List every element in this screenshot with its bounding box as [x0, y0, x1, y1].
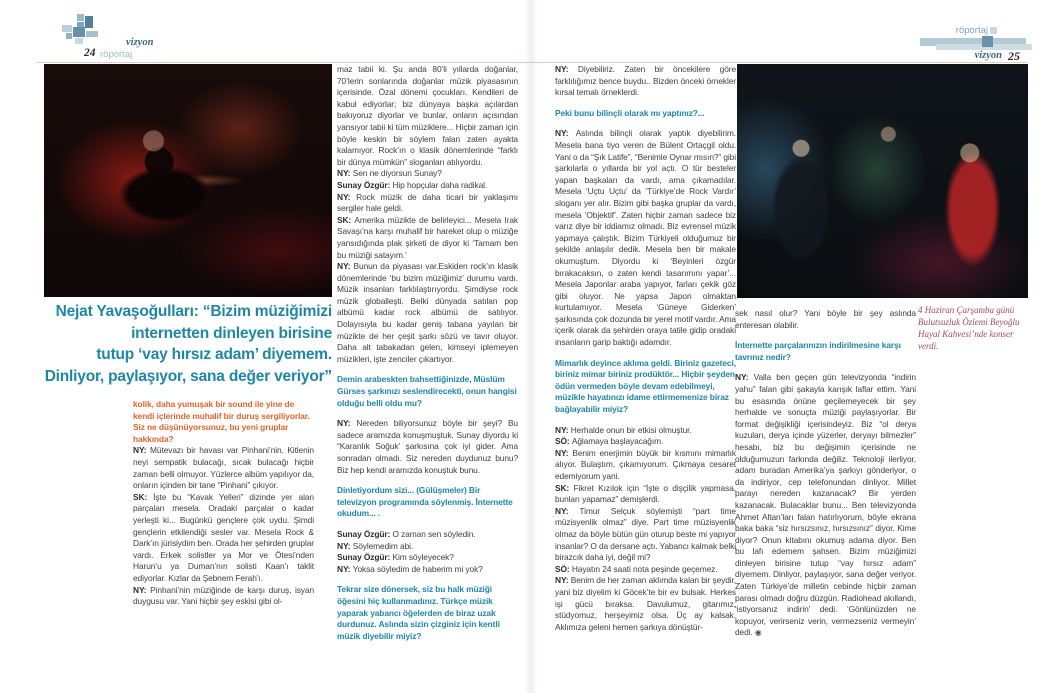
body-paragraph: NY: Söylemedim abi. — [337, 540, 414, 551]
speaker-label: SK: — [337, 214, 355, 225]
pull-quote-line: tutup ‘vay hırsız adam’ diyemem. — [96, 346, 332, 363]
body-paragraph: Sunay Özgür: Kim söyleyecek? — [337, 552, 454, 563]
body-paragraph: SK: Fikret Kızılok için “İşte o dişçilik yapmasa, bunları yapamaz” demişlerdi. — [555, 482, 736, 505]
body-paragraph: NY: Yoksa söyledim de haberim mi yok? — [337, 563, 483, 574]
section-label-left: röportaj — [100, 49, 133, 60]
article-column-3 — [555, 64, 736, 633]
page-number-left: 24 — [84, 47, 96, 59]
speaker-label: SÖ: — [555, 563, 572, 574]
body-paragraph: NY: Benim de her zaman aklımda kalan bir şeydir, yani biz diyelim ki Göcek’te bir ev bulsak. Herkes işi gücü bıraksa. Davulumuz, gitarımız, stüdyomuz, herşeyimiz olsa. Üç ay kalsak. Aklımıza geleni hemen şarkıya dönüştür- — [555, 575, 736, 632]
speaker-label: NY: — [337, 418, 357, 429]
body-paragraph: sek nasıl olur? Yani böyle bir şey aslında enteresan olabilir. — [735, 308, 916, 330]
question-paragraph: Peki bunu bilinçli olarak mı yaptınız?... — [555, 107, 705, 118]
magazine-brand-right: vizyon — [974, 50, 1002, 61]
article-column-2 — [337, 64, 518, 651]
article-column-1 — [133, 399, 314, 608]
speaker-label: Sunay Özgür: — [337, 552, 393, 563]
speaker-label: Sunay Özgür: — [337, 528, 393, 539]
body-paragraph: SÖ: Hayatın 24 saati nota peşinde geçemez. — [555, 563, 718, 574]
page-fold — [524, 0, 538, 693]
body-paragraph: NY: Mütevazı bir havası var Pinhani’nin. Kitlenin neyi sempatik bulacağı, sıcak bulacağı hiçbir zaman belli olmuyor. Yüzlerce albüm yapılıyor da, onların içinden bir tane “Pinhani” çıkıyor. — [133, 445, 314, 491]
speaker-label: SK: — [133, 491, 154, 502]
body-paragraph: NY: Benim enerjimin büyük bir kısmını mimarlık alıyor. Bulaştım, çıkamıyorum. Çıkmaya cesaret edemiyorum yani. — [555, 447, 736, 481]
body-paragraph: NY: Sen ne diyorsun Sunay? — [337, 168, 442, 179]
pull-quote-line: Nejat Yavaşoğulları: “Bizim müziğimizi — [55, 303, 332, 320]
question-paragraph: Mimarlık deyince aklıma geldi. Biriniz gazeteci, biriniz mimar biriniz prodüktör... Hiçbir şeyden ödün vermeden böyle devam edebilmeyi, müzikle hayatınızı idame ettirmemenize biraz bağlayabilir miyiz? — [555, 357, 736, 415]
speaker-label: SÖ: — [555, 436, 572, 447]
pull-quote-line: internetten dinleyen birisine — [131, 324, 332, 342]
question-paragraph: Demin arabeskten bahsettiğinizde, Müslüm Gürses şarkınızı seslendirecekti, onun hangisi olduğu belli oldu mu? — [337, 374, 517, 408]
page-number-right: 25 — [1008, 49, 1020, 63]
body-paragraph: SK: İşte bu “Kavak Yelleri” dizinde yer alan parçaları mesela. Oradaki parçalar o kadar yerleşti ki... Bugünkü gençlere çok uydu. Şimdi gençlerin etkilendiği sesler var. Mesela Rock & Dark’ın jürisiydim ben. Orada her şehirden gruplar vardı. Erkek solistler ya Mor ve Ötesi’nden Harun’u ya Duman’nın solisti Kaan’ı taklit ediyorlar. Kızlar da Şebnem Ferah’ı. — [133, 491, 314, 583]
concert-photo-right — [737, 64, 1028, 298]
section-label-right: röportaj — [955, 25, 988, 36]
question-paragraph: Dinletiyordum sizi... (Gülüşmeler) Bir televizyon programında söylenmiş. İnternette okudum... . — [337, 485, 513, 519]
speaker-label: NY: — [337, 540, 353, 551]
speaker-label: Sunay Özgür: — [337, 179, 393, 190]
body-paragraph: maz tabii ki. Şu anda 80’li yıllarda doğanlar, 70’lerin sonlarında doğanlar müzik piyasasının içerisinde. Özal dönemi çocukları. Kendileri de kabul ediyorlar; biz dünyaya başka açılardan bakıyoruz diyorlar ve bunlar, onların açısından yansıyor tabii ki tüm müziklere... Hiçbir zaman için böyle keskin bir söylem falan zaten ayakta kalamıyor. Rock’ın o klasik dönemlerinde “farklı bir dünya mümkün” sloganları atılıyordu. — [337, 64, 518, 167]
pull-quote — [40, 301, 332, 387]
speaker-label: NY: — [337, 191, 357, 202]
body-paragraph: NY: Herhalde onun bir etkisi olmuştur. — [555, 424, 692, 435]
speaker-label: NY: — [337, 261, 354, 272]
magazine-brand-left: vizyon — [126, 37, 154, 48]
body-paragraph: Sunay Özgür: O zaman sen söyledin. — [337, 528, 476, 539]
speaker-label: NY: — [555, 64, 578, 74]
speaker-label: NY: — [337, 563, 353, 574]
vizyon-pixel-logo — [62, 14, 106, 46]
body-paragraph: SK: Amerika müzikte de belirleyici... Mesela Irak Savaşı’na karşı muhalif bir hareket olup o müziğe yansıdığında plak şirketi de diyor ki ‘Tamam ben bu müziği satayım.’ — [337, 214, 518, 260]
article-end-mark: ◉ — [752, 628, 762, 638]
speaker-label: NY: — [555, 128, 576, 139]
body-paragraph: NY: Valla ben geçen gün televizyonda “indirin yahu” falan gibi şakayla karışık laflar ettim. Yani bu esasında önüne geçilemeyecek bir şey herhalde ve sonuçta müziği paylaşıyorlar. Bir format değişikliği içerisindeyiz. Biz “ol derya kuzuları, derya içinde yüzerler, deryayı bilmezler” hesabı, biz bu değişimin içerisinde ne olduğumuzun farkında değiliz. Teknoloji ilerliyor, adam buradan Amerika’ya şarkıyı gönderiyor, o da indiriyor, cep telefonundan dinliyor. Millet parayı nereden kazanacak? Bir yerden kazanacak. Bulacaklar bunu... Ben televizyonda Ahmet Altan’ları falan hatırlıyorum, böyle ekrana baka baka “siz hırsızsınız, hırsızsınız” diyor. Kime diyor? Onun kitabını okumuş adama diyor. Ben bu lafı edemem şahsen. Bizim müziğimizi dinleyen birisine tutup “vay hırsız adam” diyemem. Dinliyor, paylaşıyor, sana değer veriyor. Zaten Türkiye’de milletin cebinde hiçbir zaman parası olmadı doğru düzgün. Radiohead akıllandı, ‘istiyorsanız indirin’ dedi. ‘Gönlünüzden ne kopuyor, verirseniz verin, vermezseniz vermeyin’ dedi. ◉ — [735, 372, 916, 638]
question-paragraph: Tekrar size dönersek, siz bu halk müziği öğesini hiç kullanmadınız. Türkçe müzik yaparak yabancı öğelerden de biraz uzak durdunuz. Aslında sizin çizginiz için kentli müzik diyebilir miyiz? — [337, 584, 500, 641]
body-paragraph: NY: Timur Selçuk söylemişti “part time müzisyenlik olmaz” diye. Part time müzisyenlik olmaz da böyle bütün gün oturup beste mi yapıyor insanlar? O da dersane açtı. Yabancı kalmak belki birazcık daha iyi, değil mi? — [555, 505, 737, 563]
photo-caption: 4 Haziran Çarşamba günü Bulutsuzluk Özlemi Beyoğlu Hayal Kahvesi’nde konser verdi. — [918, 305, 1020, 351]
header-pixel-square — [982, 36, 993, 47]
speaker-label: NY: — [555, 575, 571, 586]
body-paragraph: Sunay Özgür: Hip hopçular daha radikal. — [337, 179, 488, 190]
question-paragraph: İnternette parçalarınızın indirilmesine karşı tavrınız nedir? — [735, 340, 901, 362]
body-paragraph: NY: Bunun da piyasası var.Eskiden rock’ın klasik dönemlerinde ‘bu bizim müziğimiz’ durumu vardı. Müzik insanları farklılaştırıyordu. Şimdiyse rock müzik globalleşti. Belki dünyada satılan pop albümü kadar rock albümü de satılıyor. Dolayısıyla bu kadar geniş tabana yayılan bir müzikte de her çeşit şarkı sözü ve tavır oluyor. Daha alt tabakadan gelen, kimseyi iplemeyen müzikleri, işte zenciler çıkartıyor. — [337, 261, 518, 364]
question-paragraph: kolik, daha yumuşak bir sound ile yine de kendi içlerinde muhalif bir duruş sergiliyorlar. Siz ne düşünüyorsunuz, bu yeni gruplar hakkında? — [133, 399, 310, 444]
body-paragraph: NY: Pinhani’nin müziğinde de karşı duruş, isyan duygusu var. Yani hiçbir şey eskisi gibi ol- — [133, 584, 315, 607]
header-pixel-square — [990, 27, 997, 34]
speaker-label: NY: — [337, 168, 353, 179]
pull-quote-line: Dinliyor, paylaşıyor, sana değer veriyor” — [44, 367, 332, 385]
speaker-label: NY: — [133, 584, 151, 595]
speaker-label: SK: — [555, 482, 574, 493]
speaker-label: NY: — [735, 372, 754, 383]
speaker-label: NY: — [133, 445, 151, 456]
body-paragraph: NY: Nereden biliyorsunuz böyle bir şeyi? Bu sadece aramızda konuşmuştuk. Sunay diyordu ki “Karanlık Soğuk’ şarkısına çok iyi gider. Ama sonradan olmadı. Siz nereden duydunuz bunu? Biz hep kendi aramızda konuştuk bunu. — [337, 418, 518, 475]
article-column-4 — [735, 308, 916, 639]
concert-photo-left — [44, 64, 332, 297]
speaker-label: NY: — [555, 447, 573, 458]
body-paragraph: NY: Rock müzik de daha ticari bir yaklaşımı sergiler hale geldi. — [337, 191, 518, 214]
body-paragraph: NY: Aslında bilinçli olarak yaptık diyebilirim. Mesela bana tiyo veren de Bülent Ortaçgil oldu. Yani o da “Şık Latife”, “Benimle Oynar mısın?” gibi şarkılarla o yıllarda bir yol açtı. O tür besteler yapan başkaları da vardı, ama çıkamadılar. Mesela ‘Uçtu Uçtu’ da ‘Türkiye’de Rock Vardır’ sloganı yer alır. Bizim gibi başka gruplar da vardı, mesela ‘Objektif’. Zaten hiçbir zaman sadece biz varız diye bir iddiamız olmadı. Biz evrensel müzik yapmaya çalıştık. Bizim Türkiyeli olduğumuz bir şekilde anlaşılır dedik. Mesela ben bir makale okumuştum. Diyordu ki ‘Beyinleri özgür bırakacaksın, o zaten kendi tasarımını yapar’... Mesela Japonlar araba yapıyor, farları çekik göz gibi oluyor. Ne yapsa Japon olmaktan kurtulamıyor. Mesela ‘Güneye Giderken’ şarkısında çok dozunda bir yerel motif vardır. Ama içerik olarak da şehirden oraya tatile gidip oradaki insanların garip baktığı adamdır. — [555, 128, 736, 348]
body-paragraph: NY: Diyebiliriz. Zaten bir öncekilere göre farklılığımız bence buydu.. Bizden önceki örnekler kırsal temalı örneklerdi. — [555, 64, 736, 98]
body-paragraph: SÖ: Ağlamaya başlayacağım. — [555, 436, 664, 447]
speaker-label: NY: — [555, 505, 580, 516]
speaker-label: NY: — [555, 424, 571, 435]
